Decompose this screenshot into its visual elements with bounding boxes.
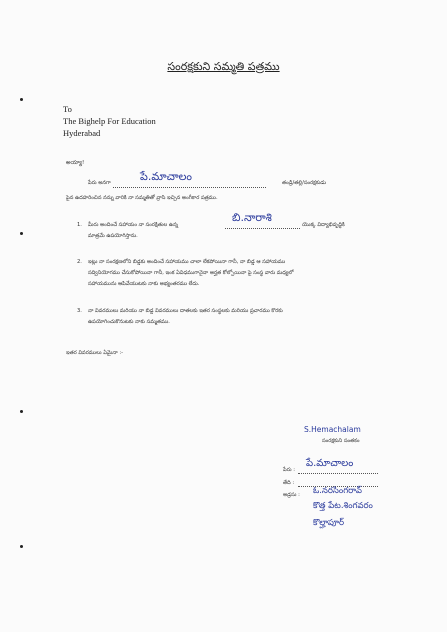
item-1-text-a: మీరు అందించే సహాయం నా సంరక్షితుల ఉన్న (88, 222, 179, 228)
item-2-number: 2. (77, 259, 82, 265)
handwritten-name: పే.మాచాలం (140, 170, 192, 183)
item-3-line2: ఉపయోగించుకొనుటకు నాకు సమ్మతము. (88, 319, 170, 325)
item-1-text-c: మాత్రమే ఉపయోగిస్తాను. (88, 233, 138, 239)
item-1-number: 1. (77, 222, 82, 228)
student-dotted-line (225, 228, 300, 229)
margin-dot (20, 98, 23, 101)
intro-suffix: తండ్రి/తల్లి/సంరక్షకుడు (282, 180, 327, 186)
item-2-line1: ఇట్లు నా సంరక్షణలోని బిడ్డకు అందించే సహాయము చాలా లేకపోయినా గానీ, నా బిడ్డ ఆ సహాయము (88, 259, 286, 265)
name-value: పే.మాచాలం (306, 458, 354, 469)
address-line-3: కొల్హాపూర్ (313, 518, 345, 528)
item-3-number: 3. (77, 308, 82, 314)
item-3-line1: నా వివరములు మరియు నా బిడ్డ వివరములు దాతలకు ఇతర సంస్థలకు మరియు ప్రచారము కొరకు (88, 308, 283, 314)
address-to: To (63, 104, 72, 114)
margin-dot (20, 410, 23, 413)
item-2-line2: సద్వినియోగము చేసుకోపోయినా గానీ, ఇంక ఏవిధముగానైనా అర్హత కోల్పోయినా పై సంస్థ వారు మధ్యలో (88, 270, 294, 276)
date-label: తేది : (283, 480, 295, 486)
name-label: పేరు : (283, 467, 295, 473)
margin-dot (20, 545, 23, 548)
margin-dot (20, 232, 23, 235)
address-org: The Bighelp For Education (63, 116, 156, 126)
name-field-line (298, 473, 378, 474)
intro-prefix: పేరు అనగా (88, 180, 111, 186)
item-2-line3: సహాయమును ఆపివేయుటకు నాకు అభ్యంతరము లేదు. (88, 281, 200, 287)
signature-caption: సంరక్షకుని సంతకం (322, 438, 360, 444)
signature: S.Hemachalam (304, 425, 361, 434)
address-line-2: కొత్త పేట.శింగవరం (313, 501, 373, 511)
address-city: Hyderabad (63, 128, 101, 138)
name-dotted-line (113, 187, 266, 188)
form-title: సంరక్షకుని సమ్మతి పత్రము (167, 60, 280, 73)
other-details-label: ఇతర వివరములు ఏమైనా :- (66, 350, 124, 356)
address-line-1: ఓ.నరసింగరావ్ (313, 486, 362, 496)
intro-line2: పైన ఉదహరించిన నన్ను వారికి నా సమ్మతితో వ్రాసి ఇచ్చిన అంగీకార పత్రము. (66, 195, 218, 201)
salutation: అయ్యా! (66, 160, 85, 166)
address-label: అడ్రసు : (283, 492, 300, 498)
item-1-text-b: యొక్క విద్యాభివృద్ధికి (302, 222, 345, 228)
handwritten-student-name: బి.నారాశి (232, 211, 272, 224)
